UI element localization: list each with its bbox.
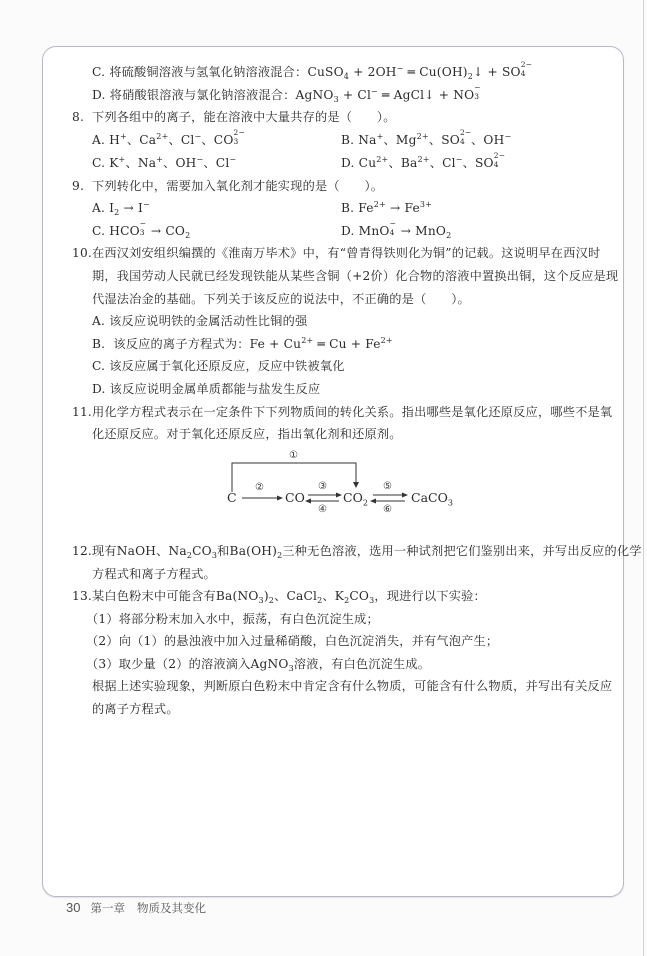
diagram-arrows xyxy=(215,450,455,520)
q13-step-3: （3）取少量（2）的溶液滴入AgNO$_3$溶液，有白色沉淀生成。 xyxy=(86,657,431,673)
chapter-label: 第一章 xyxy=(90,903,125,915)
q13-stem xyxy=(72,588,486,604)
arrow-label-4: ④ xyxy=(318,504,327,515)
q7-option-d-text: D. 将硝酸银溶液与氯化钠溶液混合： xyxy=(92,88,296,102)
q10-option-c: C. 该反应属于氧化还原反应，反应中铁被氧化 xyxy=(92,359,345,373)
q7-option-c-text: C. 将硫酸铜溶液与氢氧化钠溶液混合： xyxy=(92,65,308,79)
q9-stem xyxy=(72,178,383,194)
q9-stem-text: 下列转化中，需要加入氧化剂才能实现的是（ ）。 xyxy=(92,179,384,193)
q8-stem-text: 下列各组中的离子，能在溶液中大量共存的是（ ）。 xyxy=(92,110,396,124)
q8-option-c: C. K+、Na+、OH−、Cl− xyxy=(92,155,237,170)
q13-conclusion-1: 根据上述实验现象，判断原白色粉末中肯定含有什么物质，可能含有什么物质，并写出有关反应 xyxy=(92,679,613,693)
q11-number: 11. xyxy=(72,405,92,419)
q8-number: 8. xyxy=(72,110,85,124)
species-caco3: CaCO$_3$ xyxy=(411,490,453,508)
q10-line-1 xyxy=(72,245,600,261)
q10-option-d: D. 该反应说明金属单质都能与盐发生反应 xyxy=(92,382,321,396)
q9-number: 9. xyxy=(72,179,85,193)
arrow-label-3: ③ xyxy=(318,481,327,492)
q13-stem-text: 某白色粉末中可能含有$Ba(NO_3)_2$、CaCl$_2$、$K_2CO_3$，现进行以下实验： xyxy=(92,589,486,605)
chapter-title: 物质及其变化 xyxy=(136,903,206,915)
q11-line-2: 化还原反应。对于氧化还原反应，指出氧化剂和还原剂。 xyxy=(92,427,402,441)
q9-option-d: D. MnO − 4 → MnO$_2$ xyxy=(341,219,452,240)
conversion-diagram xyxy=(215,450,455,520)
q9-option-a: A. $I_2 \to I^-$ xyxy=(92,200,150,217)
page-footer xyxy=(66,900,218,916)
q10-option-a: A. 该反应说明铁的金属活动性比铜的强 xyxy=(92,314,308,328)
q10-text-1: 在西汉刘安组织编撰的《淮南万毕术》中，有“曾青得铁则化为铜”的记载。这说明早在西汉时 xyxy=(92,246,601,260)
q10-number: 10. xyxy=(72,246,92,260)
q8-option-d: D. $Cu^{2+}$、$Ba^{2+}$、Cl−、SO 2− 4 xyxy=(341,151,506,170)
species-co2: $CO_2$ xyxy=(343,490,368,508)
page-edge xyxy=(643,0,644,956)
q10-option-b: B. 该反应的离子方程式为：$Fe + Cu^{2+}$ ═ $Cu + Fe^{2+}$ xyxy=(92,336,393,351)
q8-stem xyxy=(72,109,396,125)
q8-option-a: A. H+、$Ca^{2+}$、Cl−、CO 2− 3 xyxy=(92,128,245,147)
q12-number: 12. xyxy=(72,544,92,558)
species-co: CO xyxy=(285,490,305,505)
q7-option-c xyxy=(92,60,533,81)
arrow-label-6: ⑥ xyxy=(383,504,392,515)
q8-option-b: B. Na+、$Mg^{2+}$、SO 2− 4 、OH− xyxy=(341,128,512,147)
page-number: 30 xyxy=(66,900,81,915)
q13-step-1: （1）将部分粉末加入水中，振荡，有白色沉淀生成； xyxy=(86,612,379,626)
arrow-label-2: ② xyxy=(255,482,264,493)
q13-number: 13. xyxy=(72,589,92,603)
q12-line-1 xyxy=(72,543,642,559)
q9-option-c: C. HCO − 3 → $CO_2$ xyxy=(92,219,191,240)
arrow-label-1: ① xyxy=(289,450,298,461)
species-c: C xyxy=(227,490,237,505)
q10-line-2: 期，我国劳动人民就已经发现铁能从某些含铜（+2价）化合物的溶液中置换出铜，这个反应是现 xyxy=(92,269,619,283)
q9-option-b: B. $Fe^{2+} \to Fe^{3+}$ xyxy=(341,200,433,215)
q12-line-2: 方程式和离子方程式。 xyxy=(92,567,216,581)
q13-conclusion-2: 的离子方程式。 xyxy=(92,702,179,716)
q13-step-2: （2）向（1）的悬浊液中加入过量稀硝酸，白色沉淀消失，并有气泡产生； xyxy=(86,634,499,648)
q7-option-c-equation: CuSO$_4$ + 2OH− ═ $Cu(OH)_2↓$ + SO 2− 4 xyxy=(307,60,533,81)
q12-text-1: 现有NaOH、$Na_2CO_3$和$Ba(OH)_2$三种无色溶液，选用一种试剂把它们鉴别出来，并写出反应的化学 xyxy=(92,544,642,560)
arrow-label-5: ⑤ xyxy=(383,481,392,492)
q11-text-1: 用化学方程式表示在一定条件下下列物质间的转化关系。指出哪些是氧化还原反应，哪些不是氧 xyxy=(92,405,613,419)
q10-line-3: 代湿法冶金的基础。下列关于该反应的说法中，不正确的是（ ）。 xyxy=(92,292,470,306)
q11-line-1 xyxy=(72,404,612,420)
q7-option-d xyxy=(92,83,481,104)
q7-option-d-equation: AgNO$_3$ + Cl− ═ AgCl↓ + NO − 3 xyxy=(295,83,481,104)
